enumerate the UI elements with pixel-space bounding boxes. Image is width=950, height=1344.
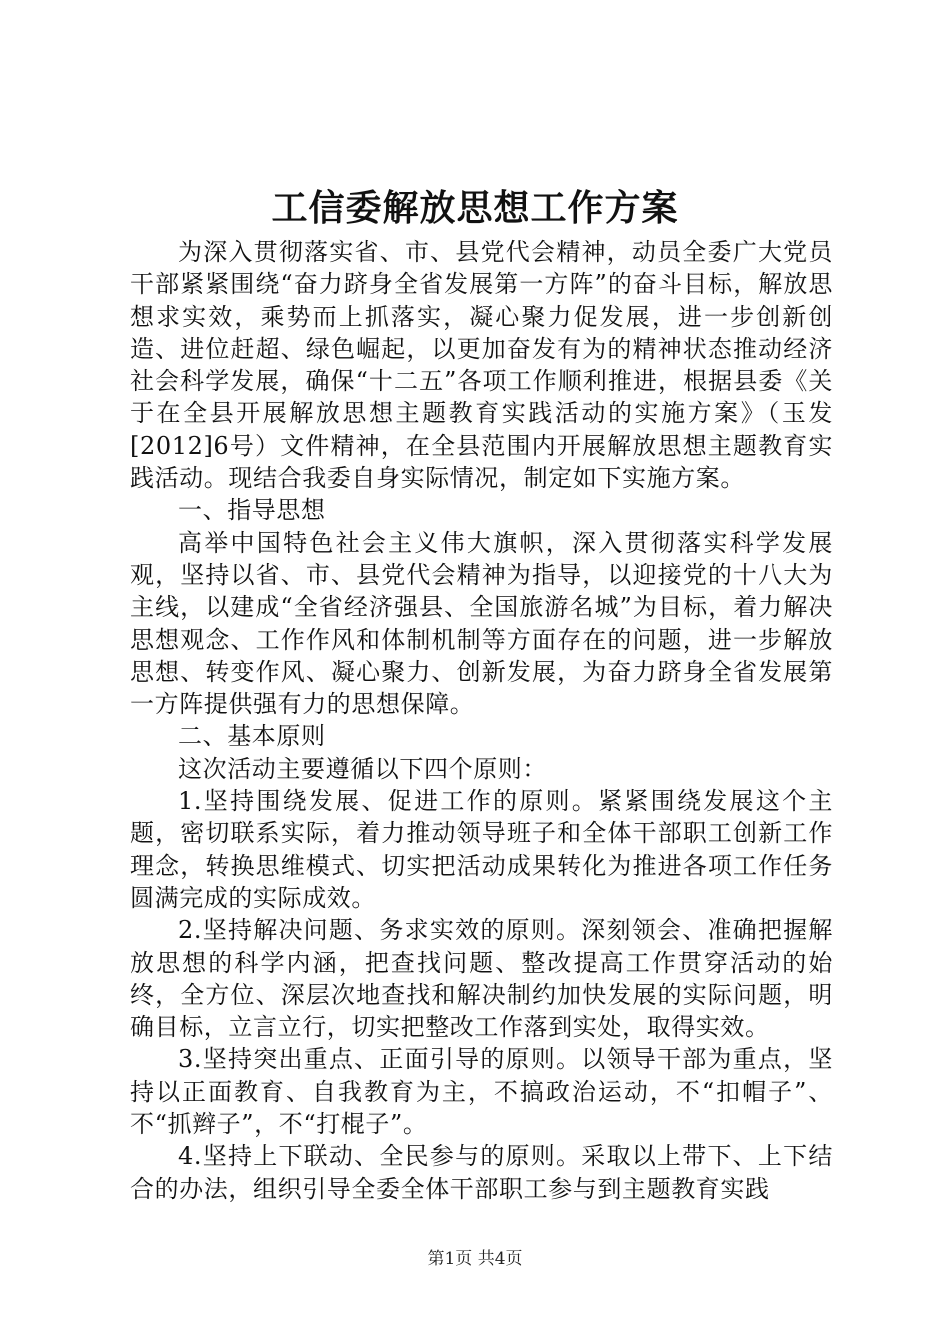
document-title: 工信委解放思想工作方案 — [271, 187, 679, 229]
section-heading-guiding-thought: 一、指导思想 — [178, 496, 326, 525]
guiding-thought-paragraph: 高举中国特色社会主义伟大旗帜，深入贯彻落实科学发展观，坚持以省、市、县党代会精神为指导，以迎接党的十八大为主线，以建成“全省经济强县、全国旅游名城”为目标，着力解决思想观念、工作作风和体制机制等方面存在的问题，进一步解放思想、转变作风、凝心聚力、创新发展，为奋力跻身全省发展第一方阵提供强有力的思想保障。 — [130, 528, 833, 719]
document-body — [130, 236, 833, 1205]
principle-4-paragraph: 4.坚持上下联动、全民参与的原则。采取以上带下、上下结合的办法，组织引导全委全体干部职工参与到主题教育实践 — [130, 1142, 833, 1203]
principle-3-paragraph: 3.坚持突出重点、正面引导的原则。以领导干部为重点，坚持以正面教育、自我教育为主，不搞政治运动，不“扣帽子”、不“抓辫子”，不“打棍子”。 — [130, 1045, 833, 1139]
principle-2-paragraph: 2.坚持解决问题、务求实效的原则。深刻领会、准确把握解放思想的科学内涵，把查找问题、整改提高工作贯穿活动的始终，全方位、深层次地查找和解决制约加快发展的实际问题，明确目标，立言立行，切实把整改工作落到实处，取得实效。 — [130, 916, 833, 1042]
page-number-footer: 第1页 共4页 — [427, 1249, 523, 1269]
intro-paragraph: 为深入贯彻落实省、市、县党代会精神，动员全委广大党员干部紧紧围绕“奋力跻身全省发展第一方阵”的奋斗目标，解放思想求实效，乘势而上抓落实，凝心聚力促发展，进一步创新创造、进位赶超、绿色崛起，以更加奋发有为的精神状态推动经济社会科学发展，确保“十二五”各项工作顺利推进，根据县委《关于在全县开展解放思想主题教育实践活动的实施方案》（玉发[2012]6号）文件精神，在全县范围内开展解放思想主题教育实践活动。现结合我委自身实际情况，制定如下实施方案。 — [130, 238, 833, 493]
principles-intro-paragraph: 这次活动主要遵循以下四个原则： — [178, 754, 547, 783]
section-heading-basic-principles: 二、基本原则 — [178, 722, 326, 751]
principle-1-paragraph: 1.坚持围绕发展、促进工作的原则。紧紧围绕发展这个主题，密切联系实际，着力推动领导班子和全体干部职工创新工作理念，转换思维模式、切实把活动成果转化为推进各项工作任务圆满完成的实际成效。 — [130, 787, 833, 912]
